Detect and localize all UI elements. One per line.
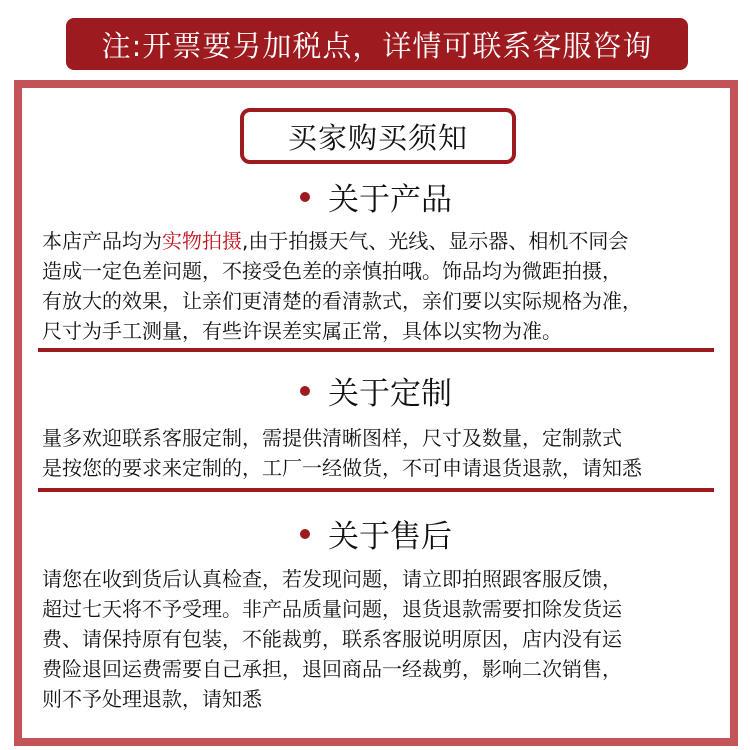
section-body-custom (42, 423, 714, 483)
paragraph-line: 费、请保持原有包装，不能裁剪，联系客服说明原因，店内没有运 (42, 627, 622, 651)
notice-title-box (240, 108, 516, 164)
paragraph-line: 造成一定色差问题，不接受色差的亲慎拍哦。饰品均为微距拍摄， (42, 259, 622, 283)
section-divider (38, 348, 714, 352)
paragraph-line: 费险退回运费需要自己承担，退回商品一经裁剪，影响二次销售， (42, 657, 622, 681)
paragraph-line: 则不予处理退款，请知悉 (42, 687, 262, 711)
notice-frame (14, 80, 738, 746)
bullet-icon (300, 192, 310, 202)
banner-text: 注:开票要另加税点，详情可联系客服咨询 (101, 28, 653, 63)
section-heading-text: 关于产品 (328, 182, 452, 218)
section-body-aftersales (42, 564, 714, 714)
section-divider (38, 488, 714, 492)
section-body-product (42, 226, 714, 346)
paragraph-line: 有放大的效果，让亲们更清楚的看清款式，亲们要以实际规格为准， (42, 289, 642, 313)
bullet-icon (300, 529, 310, 539)
paragraph-line: 请您在收到货后认真检查，若发现问题，请立即拍照跟客服反馈， (42, 567, 622, 591)
paragraph-line: 超过七天将不予受理。非产品质量问题，退货退款需要扣除发货运 (42, 597, 622, 621)
section-heading-text: 关于售后 (328, 519, 452, 555)
section-heading-aftersales (22, 511, 730, 556)
line-text: ,由于拍摄天气、光线、显示器、相机不同会 (242, 229, 629, 253)
bullet-icon (300, 386, 310, 396)
section-heading-text: 关于定制 (328, 376, 452, 412)
paragraph-line: 尺寸为手工测量，有些许误差实属正常，具体以实物为准。 (42, 319, 562, 343)
top-banner (66, 18, 688, 70)
paragraph-line: 量多欢迎联系客服定制，需提供清晰图样，尺寸及数量，定制款式 (42, 426, 622, 450)
paragraph-line: 是按您的要求来定制的，工厂一经做货，不可申请退货退款，请知悉 (42, 456, 642, 480)
line-text: 本店产品均为 (42, 229, 162, 253)
paragraph-line (42, 226, 714, 256)
highlight-text: 实物拍摄 (162, 229, 242, 253)
notice-title: 买家购买须知 (287, 120, 468, 155)
section-heading-custom (22, 368, 730, 413)
section-heading-product (22, 174, 730, 219)
